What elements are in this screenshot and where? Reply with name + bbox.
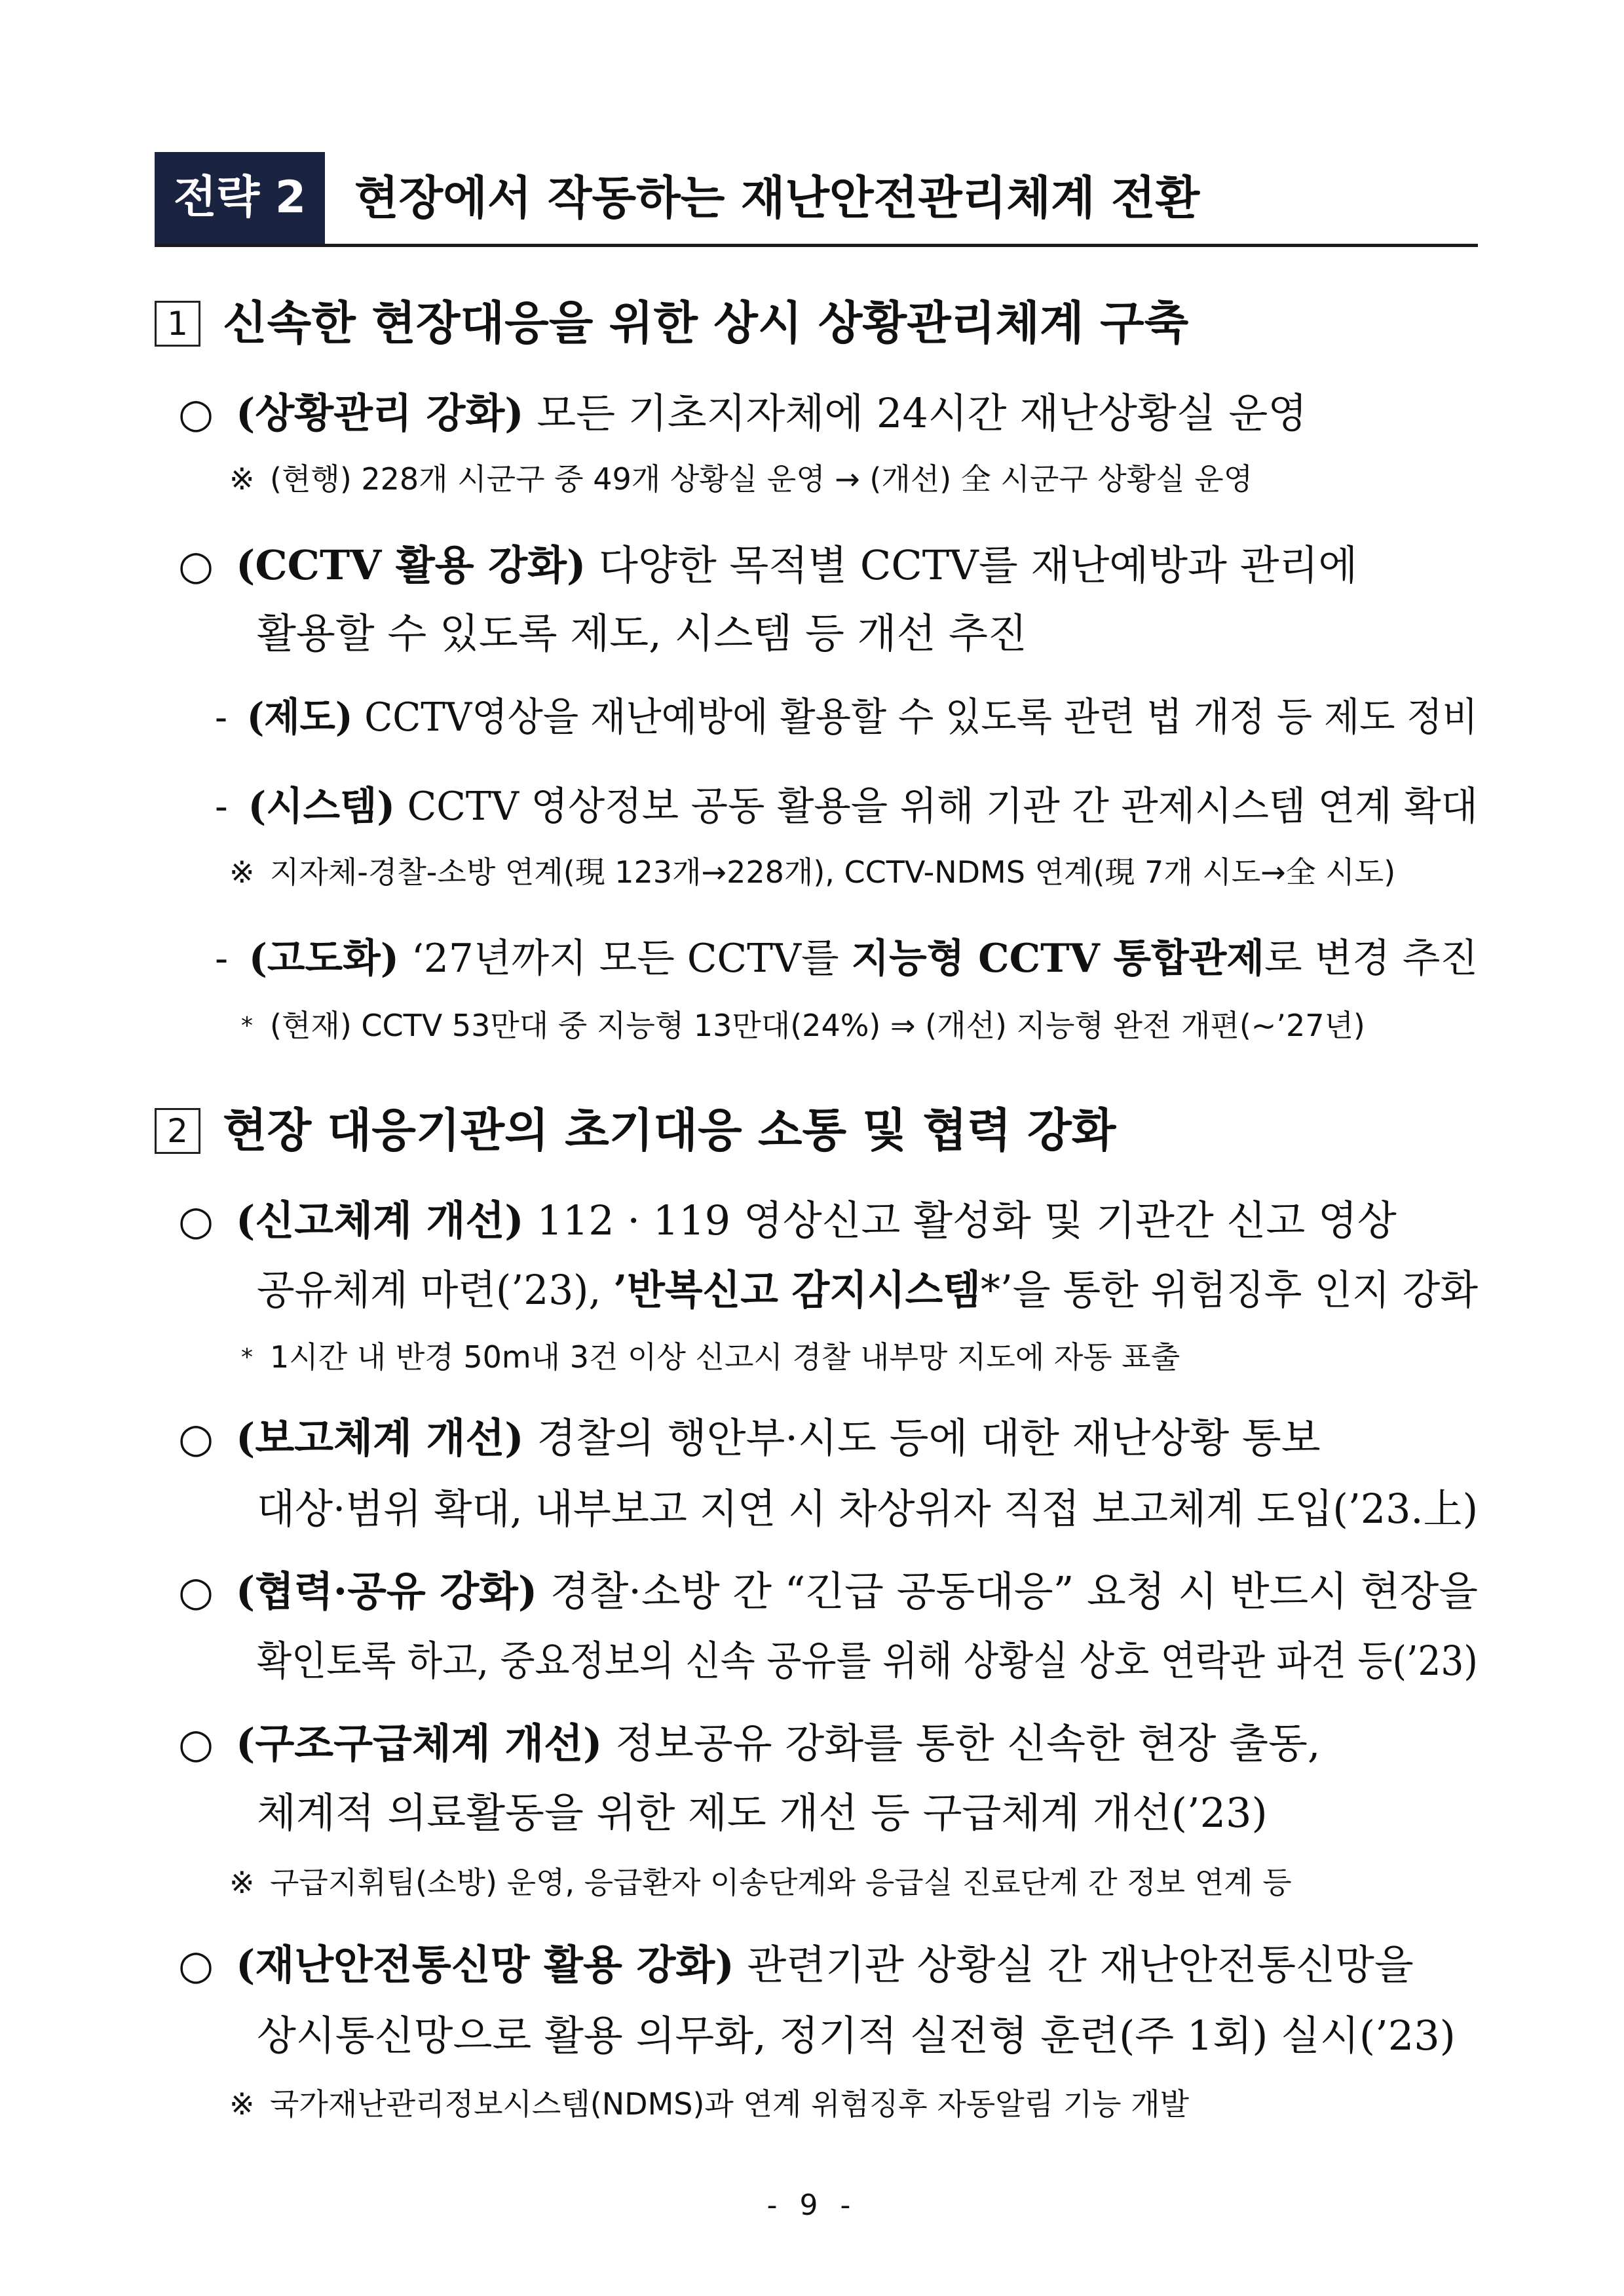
bullet-marker: ○ bbox=[178, 541, 214, 589]
bullet-marker: ○ bbox=[178, 1567, 214, 1615]
item-text: CCTV 영상정보 공동 활용을 위해 기관 간 관제시스템 연계 확대 bbox=[395, 784, 1478, 830]
footnote-text: (현재) CCTV 53만대 중 지능형 13만대(24%) ⇒ (개선) 지능형 완전 개편(~’27년) bbox=[270, 1008, 1365, 1043]
dash-item bbox=[215, 777, 1478, 836]
item-emphasis: 지능형 CCTV 통합관제 bbox=[851, 936, 1265, 982]
item-heading: (재난안전통신망 활용 강화) bbox=[236, 1941, 734, 1989]
item-text: 경찰의 행안부·시도 등에 대한 재난상황 통보 bbox=[523, 1414, 1321, 1462]
bullet-marker: ○ bbox=[178, 1719, 214, 1767]
item-heading: (상황관리 강화) bbox=[236, 389, 524, 437]
item-heading: (협력·공유 강화) bbox=[235, 1567, 538, 1615]
note-marker: ※ bbox=[229, 1865, 255, 1900]
item-emphasis: ’반복신고 감지시스템 bbox=[613, 1266, 981, 1314]
item-heading: (신고체계 개선) bbox=[236, 1196, 524, 1244]
item-heading: (CCTV 활용 강화) bbox=[236, 541, 586, 589]
bullet-item bbox=[178, 1562, 1478, 1621]
note-item bbox=[229, 456, 1253, 502]
item-text: ‘27년까지 모든 CCTV를 bbox=[399, 936, 852, 982]
dash-marker: - bbox=[215, 784, 228, 830]
bullet-item bbox=[178, 536, 1357, 595]
item-heading: (구조구급체계 개선) bbox=[236, 1719, 603, 1767]
section-heading bbox=[155, 1101, 1116, 1160]
bullet-item bbox=[178, 1409, 1321, 1468]
bullet-item bbox=[178, 1936, 1414, 1995]
continuation-line: 활용할 수 있도록 제도, 시스템 등 개선 추진 bbox=[257, 609, 1027, 657]
bullet-marker: ○ bbox=[178, 1414, 214, 1462]
dash-marker: - bbox=[215, 936, 229, 982]
strategy-header bbox=[155, 152, 1478, 247]
item-heading: (보고체계 개선) bbox=[236, 1414, 524, 1462]
footnote-text: 1시간 내 반경 50m내 3건 이상 신고시 경찰 내부망 지도에 자동 표출 bbox=[270, 1339, 1180, 1375]
bullet-item bbox=[178, 1191, 1397, 1250]
item-heading: (제도) bbox=[246, 695, 353, 740]
note-item bbox=[229, 1860, 1292, 1905]
item-text: 정보공유 강화를 통한 신속한 현장 출동, bbox=[602, 1719, 1321, 1767]
star-marker: * bbox=[241, 1012, 253, 1039]
bullet-item bbox=[178, 1714, 1321, 1773]
item-text: 공유체계 마련(’23), bbox=[257, 1266, 614, 1314]
item-text: CCTV영상을 재난예방에 활용할 수 있도록 관련 법 개정 등 제도 정비 bbox=[352, 695, 1478, 740]
section-heading bbox=[155, 294, 1188, 353]
bullet-marker: ○ bbox=[178, 1941, 214, 1989]
note-marker: ※ bbox=[229, 2086, 255, 2122]
bullet-marker: ○ bbox=[178, 389, 214, 437]
dash-marker: - bbox=[215, 695, 227, 740]
page-number: - 9 - bbox=[766, 2189, 858, 2222]
continuation-line: 체계적 의료활동을 위한 제도 개선 등 구급체계 개선(’23) bbox=[257, 1789, 1268, 1837]
footnote-item bbox=[241, 1003, 1365, 1048]
footnote-item bbox=[241, 1334, 1180, 1380]
continuation-line: 상시통신망으로 활용 의무화, 정기적 실전형 훈련(주 1회) 실시(’23) bbox=[257, 2012, 1456, 2059]
note-text: 지자체-경찰-소방 연계(現 123개→228개), CCTV-NDMS 연계(現 7개 시도→全 시도) bbox=[270, 854, 1396, 890]
continuation-line: 대상·범위 확대, 내부보고 지연 시 차상위자 직접 보고체계 도입(’23.上) bbox=[257, 1485, 1479, 1533]
dash-item bbox=[215, 929, 1478, 988]
item-text: 관련기관 상황실 간 재난안전통신망을 bbox=[734, 1941, 1414, 1989]
item-text-tail: *’을 통한 위험징후 인지 강화 bbox=[980, 1266, 1479, 1314]
item-text-tail: 로 변경 추진 bbox=[1264, 936, 1479, 982]
item-text: 다양한 목적별 CCTV를 재난예방과 관리에 bbox=[586, 541, 1358, 589]
item-heading: (시스템) bbox=[248, 784, 396, 830]
bullet-item bbox=[178, 384, 1307, 443]
note-marker: ※ bbox=[229, 461, 255, 497]
note-text: 구급지휘팀(소방) 운영, 응급환자 이송단계와 응급실 진료단계 간 정보 연계 등 bbox=[270, 1865, 1292, 1900]
section-title: 현장 대응기관의 초기대응 소통 및 협력 강화 bbox=[223, 1103, 1116, 1157]
bullet-marker: ○ bbox=[178, 1196, 214, 1244]
item-text: 모든 기초지자체에 24시간 재난상황실 운영 bbox=[523, 389, 1308, 437]
continuation-line bbox=[257, 1261, 1478, 1320]
item-heading: (고도화) bbox=[248, 936, 400, 982]
note-text: 국가재난관리정보시스템(NDMS)과 연계 위험징후 자동알림 기능 개발 bbox=[270, 2086, 1190, 2122]
star-marker: * bbox=[241, 1344, 253, 1371]
strategy-title: 현장에서 작동하는 재난안전관리체계 전환 bbox=[354, 171, 1200, 225]
continuation-line: 확인토록 하고, 중요정보의 신속 공유를 위해 상황실 상호 연락관 파견 등(’23) bbox=[257, 1637, 1478, 1685]
section-number-box: 2 bbox=[155, 1108, 200, 1154]
section-title: 신속한 현장대응을 위한 상시 상황관리체계 구축 bbox=[223, 296, 1189, 350]
note-item bbox=[229, 2081, 1189, 2127]
item-text: 112 · 119 영상신고 활성화 및 기관간 신고 영상 bbox=[523, 1196, 1397, 1244]
note-item bbox=[229, 849, 1395, 895]
strategy-badge: 전략 2 bbox=[155, 152, 325, 244]
dash-item bbox=[215, 688, 1478, 747]
note-text: (현행) 228개 시군구 중 49개 상황실 운영 → (개선) 全 시군구 상황실 운영 bbox=[270, 461, 1253, 497]
section-number-box: 1 bbox=[155, 301, 200, 347]
item-text: 경찰·소방 간 “긴급 공동대응” 요청 시 반드시 현장을 bbox=[537, 1567, 1479, 1615]
note-marker: ※ bbox=[229, 854, 255, 890]
